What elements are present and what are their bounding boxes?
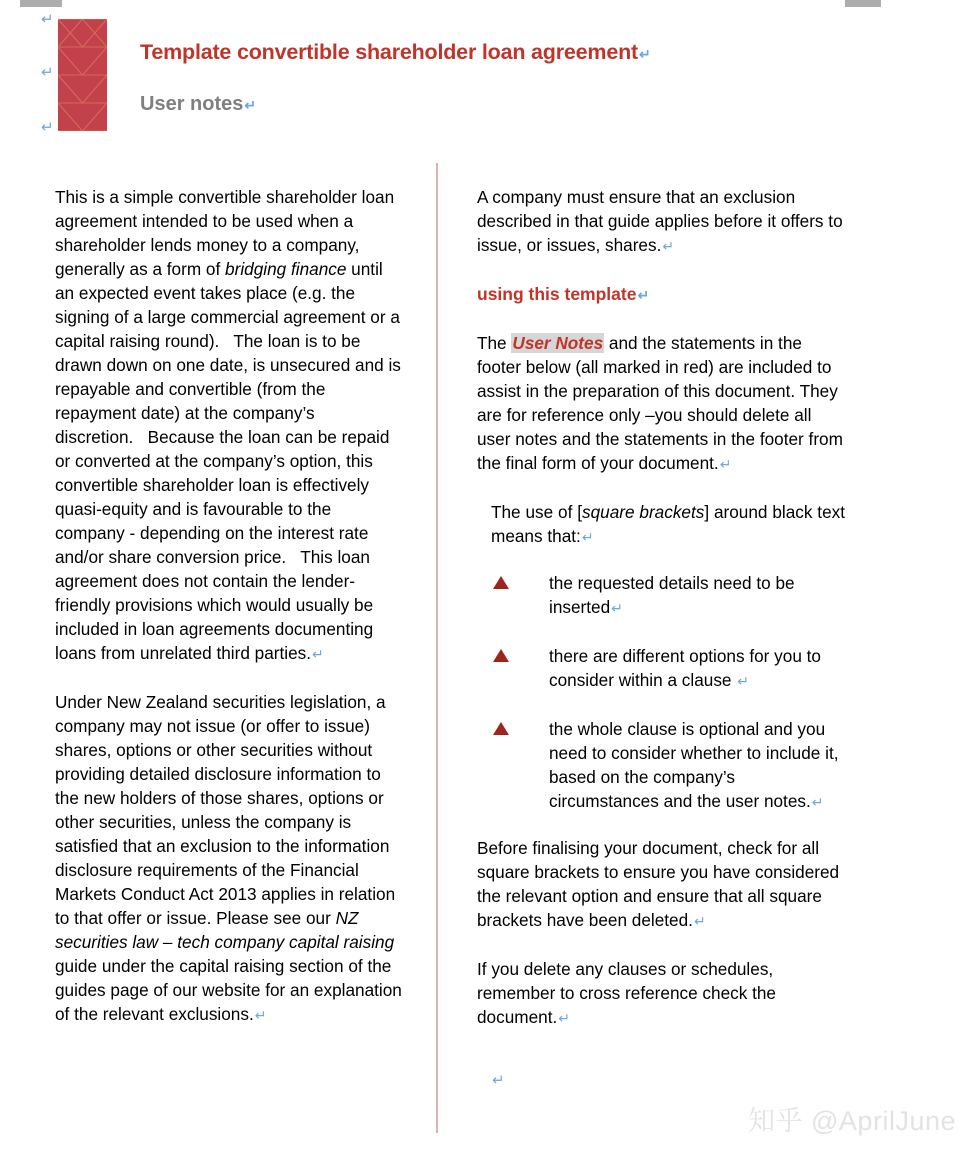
pilcrow-mark: ↵ [492, 1072, 505, 1089]
triangle-bullet-icon [493, 576, 509, 589]
pilcrow-mark: ↵ [811, 794, 824, 810]
brand-logo [58, 19, 107, 131]
pilcrow-mark: ↵ [41, 64, 54, 81]
pilcrow-mark: ↵ [737, 673, 749, 689]
pilcrow-mark: ↵ [244, 97, 257, 113]
run-text: This is a simple convertible shareholder loan agreement intended to be used when a shareholder lends money to a company, generally as a form of [55, 187, 395, 279]
pilcrow-mark: ↵ [637, 287, 650, 303]
right-text-column [477, 185, 845, 1030]
paragraph-securities-legislation [55, 690, 405, 1027]
list-item-label: there are different options for you to consider within a clause [549, 646, 821, 690]
run-text: Under New Zealand securities legislation, a company may not issue (or offer to issue) shares, options or other securities without providing detailed disclosure information to the new holders of those shares, options or other securities, unless the company is satisfied that an exclusion to the information disclosure requirements of the Financial Markets Conduct Act 2013 applies in relation to that offer or issue. Please see our [55, 692, 396, 928]
run-text: A company must ensure that an exclusion described in that guide applies before it offers to issue, or issues, shares. [477, 187, 843, 255]
section-heading-text: using this template [477, 284, 637, 304]
section-heading-using-this-template [477, 282, 845, 307]
paragraph-before-finalising [477, 836, 845, 933]
triangle-bullet-icon [493, 722, 509, 735]
pilcrow-mark: ↵ [581, 529, 594, 545]
pilcrow-mark: ↵ [662, 238, 675, 254]
pilcrow-mark: ↵ [693, 913, 706, 929]
square-bracket-meaning-list [477, 571, 845, 814]
pilcrow-mark: ↵ [41, 11, 54, 28]
page-subtitle-text: User notes [140, 93, 244, 115]
column-divider [436, 163, 438, 1133]
paragraph-exclusion-lead [477, 185, 845, 258]
page-title [140, 40, 651, 65]
run-text: and the statements in the footer below (all marked in red) are included to assist in the preparation of this document. They are for reference only –you should delete all user notes and the statements in the footer from the final form of your document. [477, 333, 843, 473]
paragraph-intro [55, 185, 405, 666]
paragraph-square-brackets-intro [477, 500, 845, 549]
pilcrow-mark: ↵ [558, 1010, 570, 1026]
left-text-column [55, 185, 405, 1027]
document-header [0, 0, 974, 155]
run-text: If you delete any clauses or schedules, remember to cross reference check the document. [477, 959, 776, 1027]
pilcrow-mark: ↵ [639, 46, 651, 62]
page-title-text: Template convertible shareholder loan agreement [140, 40, 638, 64]
watermark: 知乎 @AprilJune [748, 1106, 956, 1136]
run-text: until an expected event takes place (e.g. the signing of a large commercial agreement or a capital raising round). The loan is to be drawn down on one date, is unsecured and is repayable and convertible (from the repayment date) at the company’s discretion. Because the loan can be repaid or converted at the company’s option, this convertible shareholder loan is effectively quasi-equity and is favourable to the company - depending on the interest rate and/or share conversion price. This loan agreement does not contain the lender-friendly provisions which would usually be included in loan agreements documenting loans from unrelated third parties. [55, 259, 401, 663]
page-subtitle [140, 93, 256, 116]
list-item [477, 717, 845, 814]
run-text: Before finalising your document, check for all square brackets to ensure you have considered the relevant option and ensure that all square brackets have been deleted. [477, 838, 840, 930]
user-notes-highlight: User Notes [512, 333, 604, 353]
run-text: ] around black text means that: [491, 502, 845, 546]
list-item-label: the requested details need to be inserted [549, 573, 795, 617]
list-item [477, 644, 845, 693]
list-item [477, 571, 845, 620]
run-italic: NZ securities law – tech company capital raising [55, 908, 395, 952]
pilcrow-mark: ↵ [41, 119, 54, 136]
paragraph-cross-reference-check [477, 957, 845, 1030]
pilcrow-mark: ↵ [719, 456, 732, 472]
pilcrow-mark: ↵ [312, 646, 324, 662]
run-text: The [477, 333, 512, 353]
triangle-bullet-icon [493, 649, 509, 662]
run-italic: square brackets [581, 502, 705, 522]
list-item-label: the whole clause is optional and you need to consider whether to include it, based on the company’s circumstances and the user notes. [549, 719, 839, 811]
run-italic: bridging finance [225, 259, 347, 279]
run-text: guide under the capital raising section of the guides page of our website for an explanation of the relevant exclusions. [55, 956, 402, 1024]
paragraph-user-notes [477, 331, 845, 476]
run-text: The use of [ [491, 502, 582, 522]
pilcrow-mark: ↵ [254, 1007, 267, 1023]
pilcrow-mark: ↵ [611, 600, 623, 616]
